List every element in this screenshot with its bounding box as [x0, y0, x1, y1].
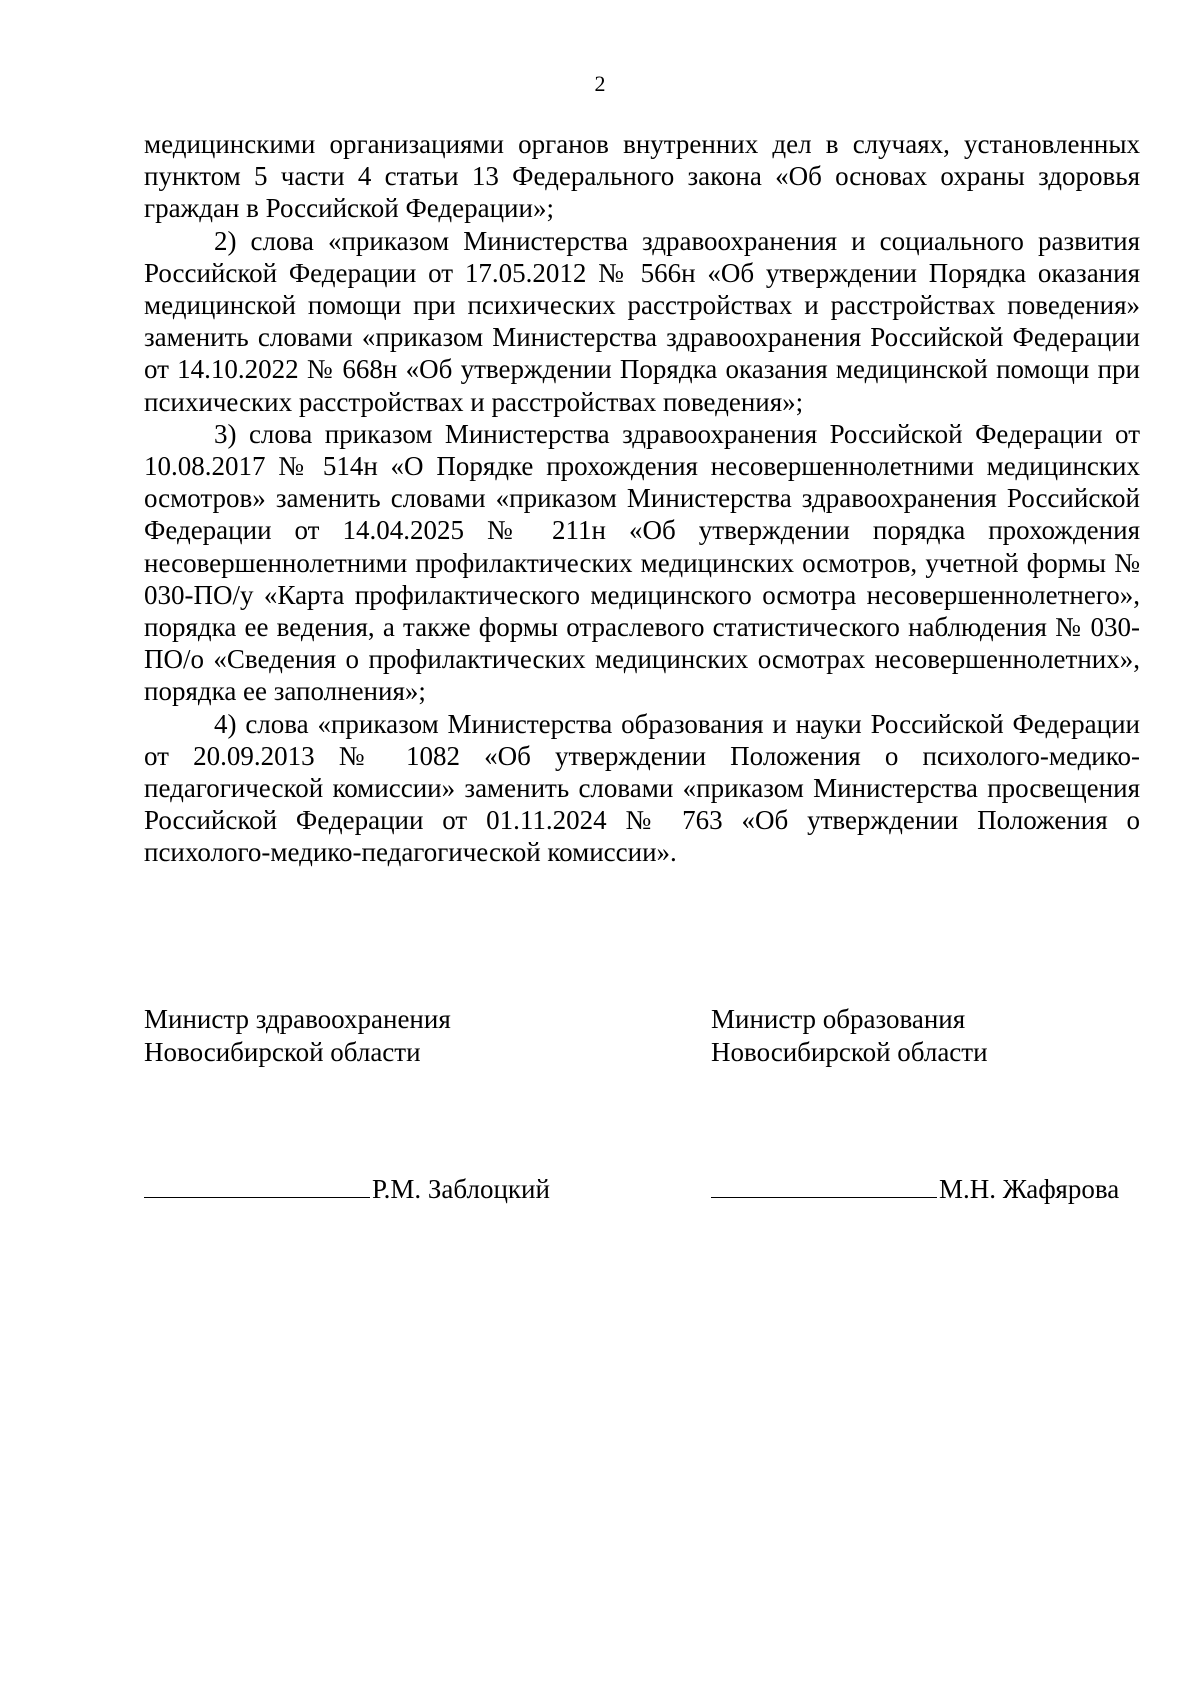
- page-number: 2: [594, 71, 606, 96]
- paragraph-item-4: 4) слова «приказом Министерства образования и науки Российской Федерации от 20.09.2013 № 1082 «Об утверждении Положения о психолого-медико-педагогической комиссии» заменить словами «приказом Министерства просвещения Российской Федерации от 01.11.2024 № 763 «Об утверждении Положения о психолого-медико-педагогической комиссии».: [144, 708, 1140, 868]
- signatory-name-left: Р.М. Заблоцкий: [372, 1174, 550, 1204]
- paragraph-continuation: медицинскими организациями органов внутренних дел в случаях, установленных пунктом 5 части 4 статьи 13 Федерального закона «Об основах охраны здоровья граждан в Российской Федерации»;: [144, 129, 1140, 224]
- signature-title-left: [144, 1003, 451, 1069]
- signatory-name-right: М.Н. Жафярова: [939, 1174, 1120, 1204]
- signature-line-right: [711, 1169, 937, 1198]
- document-body: [144, 128, 1140, 869]
- paragraph-item-2: 2) слова «приказом Министерства здравоохранения и социального развития Российской Федерации от 17.05.2012 № 566н «Об утверждении Порядка оказания медицинской помощи при психических расстройствах и расстройствах поведения» заменить словами «приказом Министерства здравоохранения Российской Федерации от 14.10.2022 № 668н «Об утверждении Порядка оказания медицинской помощи при психических расстройствах и расстройствах поведения»;: [144, 225, 1140, 417]
- signature-line-left: [144, 1169, 370, 1198]
- signatory-title-right-line1: Министр образования: [711, 1004, 966, 1034]
- signature-row-right: [711, 1169, 1119, 1206]
- paragraph-item-3: 3) слова приказом Министерства здравоохранения Российской Федерации от 10.08.2017 № 514н «О Порядке прохождения несовершеннолетними медицинских осмотров» заменить словами «приказом Министерства здравоохранения Российской Федерации от 14.04.2025 № 211н «Об утверждении порядка прохождения несовершеннолетними профилактических медицинских осмотров, учетной формы № 030-ПО/у «Карта профилактического медицинского осмотра несовершеннолетнего», порядка ее ведения, а также формы отраслевого статистического наблюдения № 030-ПО/о «Сведения о профилактических медицинских осмотрах несовершеннолетних», порядка ее заполнения»;: [144, 418, 1140, 707]
- signatory-title-left-line1: Министр здравоохранения: [144, 1004, 451, 1034]
- signatory-title-left-line2: Новосибирской области: [144, 1037, 421, 1067]
- signature-row-left: [144, 1169, 550, 1206]
- signatory-title-right-line2: Новосибирской области: [711, 1037, 988, 1067]
- signature-title-right: [711, 1003, 988, 1069]
